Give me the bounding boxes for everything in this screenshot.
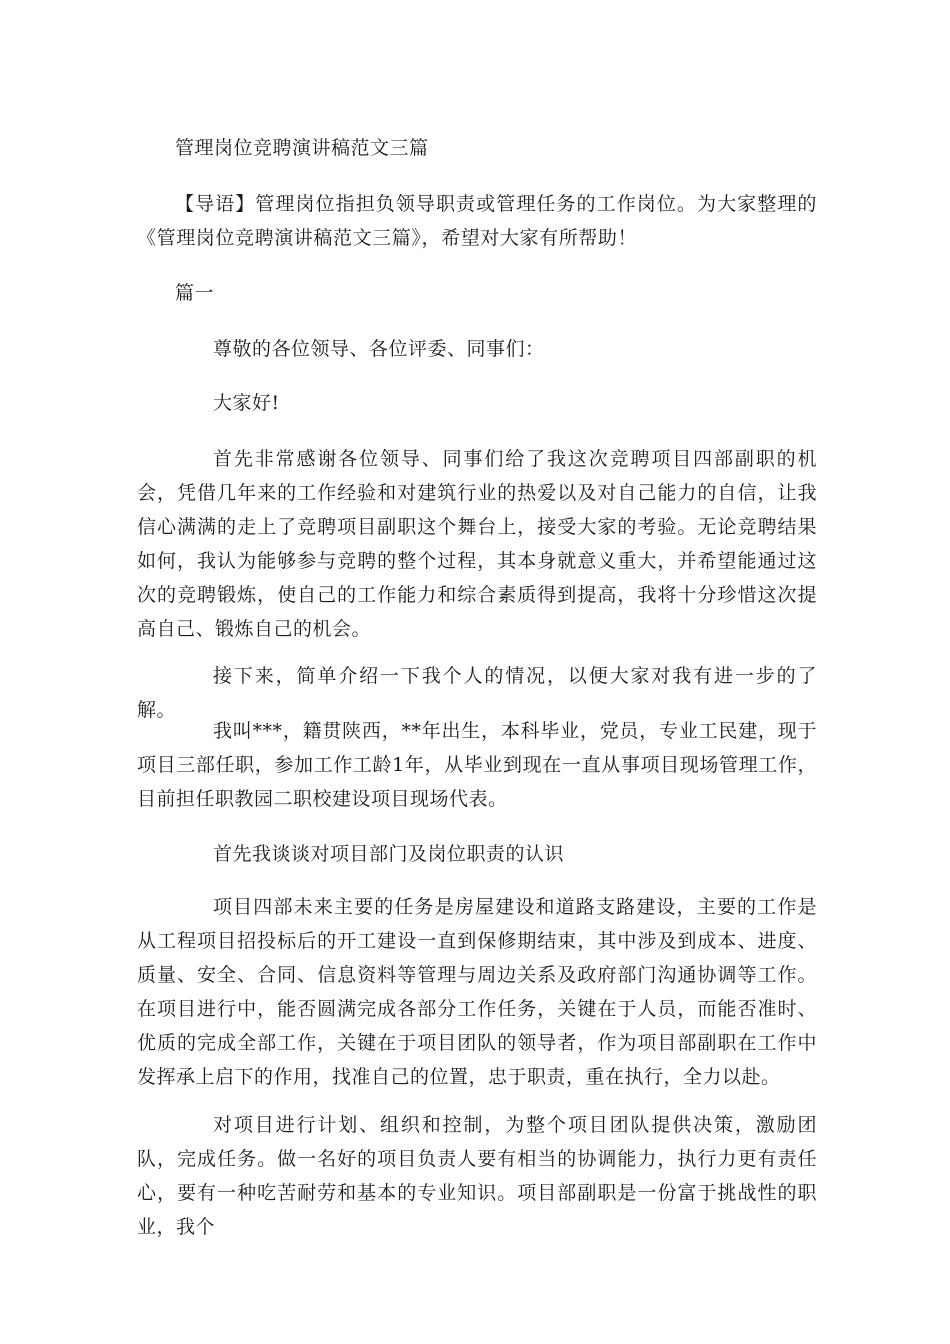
body-paragraph-subheading: 首先我谈谈对项目部门及岗位职责的认识	[213, 843, 565, 865]
greeting: 大家好!	[213, 392, 280, 414]
salutation: 尊敬的各位领导、各位评委、同事们：	[213, 338, 545, 360]
body-paragraph-planning: 对项目进行计划、组织和控制，为整个项目团队提供决策，激励团队，完成任务。做一名好的项目负责人要有相当的协调能力，执行力更有责任心，要有一种吃苦耐劳和基本的专业知识。项目部副职是一份富于挑战性的职业，我个	[137, 1114, 817, 1238]
body-paragraph-personal-info: 我叫***，籍贯陕西，**年出生，本科毕业，党员，专业工民建，现于项目三部任职，参加工作工龄1年，从毕业到现在一直从事项目现场管理工作，目前担任职教园二职校建设项目现场代表。	[137, 720, 817, 810]
body-paragraph-introduction: 接下来，简单介绍一下我个人的情况，以便大家对我有进一步的了解。	[137, 665, 817, 721]
body-paragraph-thanks: 首先非常感谢各位领导、同事们给了我这次竞聘项目四部副职的机会，凭借几年来的工作经验和对建筑行业的热爱以及对自己能力的自信，让我信心满满的走上了竞聘项目副职这个舞台上，接受大家的考验。无论竞聘结果如何，我认为能够参与竞聘的整个过程，其本身就意义重大，并希望能通过这次的竞聘锻炼，使自己的工作能力和综合素质得到提高，我将十分珍惜这次提高自己、锻炼自己的机会。	[137, 448, 817, 640]
body-paragraph-responsibilities: 项目四部未来主要的任务是房屋建设和道路支路建设，主要的工作是从工程项目招投标后的开工建设一直到保修期结束，其中涉及到成本、进度、质量、安全、合同、信息资料等管理与周边关系及政府部门沟通协调等工作。在项目进行中，能否圆满完成各部分工作任务，关键在于人员，而能否准时、优质的完成全部工作，关键在于项目团队的领导者，作为项目部副职在工作中发挥承上启下的作用，找准自己的位置，忠于职责，重在执行，全力以赴。	[137, 896, 817, 1088]
section-heading: 篇一	[175, 282, 215, 304]
document-title: 管理岗位竞聘演讲稿范文三篇	[175, 137, 429, 159]
intro-paragraph: 【导语】管理岗位指担负领导职责或管理任务的工作岗位。为大家整理的《管理岗位竞聘演讲稿范文三篇》，希望对大家有所帮助！	[137, 193, 817, 249]
